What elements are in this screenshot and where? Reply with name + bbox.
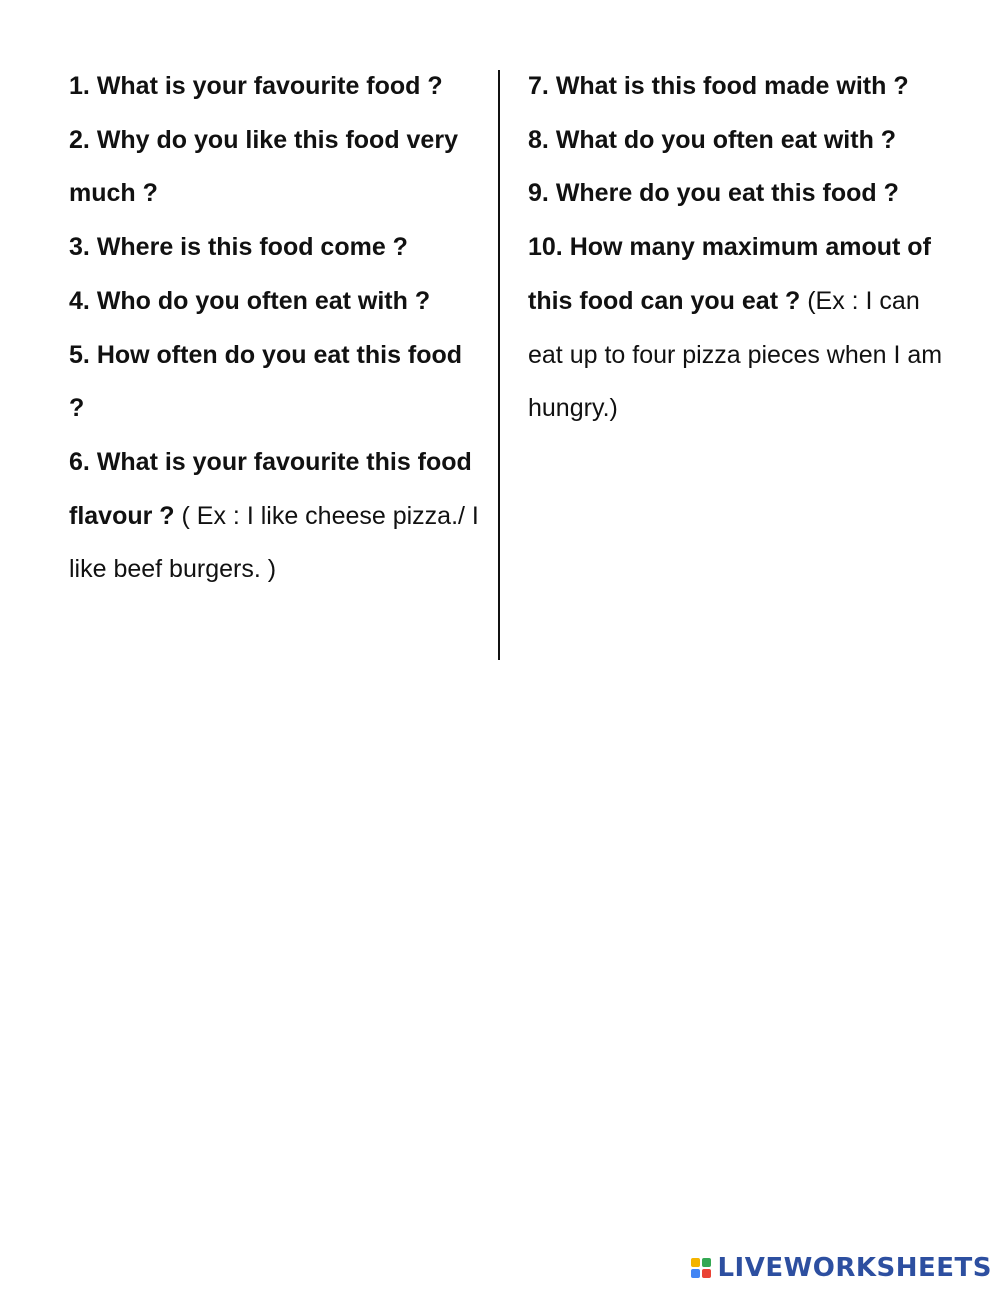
logo-square-green — [702, 1258, 711, 1267]
question-number: 7. — [528, 72, 549, 100]
question-number: 10. — [528, 233, 563, 262]
question-number: 1. — [69, 72, 90, 100]
question-text: What is your favourite this food flavour ? — [69, 447, 472, 530]
question-number: 8. — [528, 125, 549, 154]
logo-square-red — [702, 1269, 711, 1278]
question-number: 3. — [69, 233, 90, 262]
left-question-column — [69, 60, 484, 597]
question-item — [528, 221, 948, 436]
question-item — [69, 329, 484, 436]
question-item — [69, 60, 484, 114]
question-number: 9. — [528, 179, 549, 208]
question-item — [69, 275, 484, 329]
question-text: Where is this food come ? — [96, 233, 408, 262]
question-number: 2. — [69, 125, 90, 154]
question-text: What is this food made with ? — [555, 72, 909, 100]
question-item — [69, 221, 484, 275]
liveworksheets-logo[interactable] — [691, 1253, 992, 1283]
question-text: Why do you like this food very much ? — [69, 125, 458, 208]
logo-square-blue — [691, 1269, 700, 1278]
question-text: Who do you often eat with ? — [96, 286, 431, 315]
question-text: How many maximum amout of this food can you eat ? — [528, 233, 931, 315]
question-text: What do you often eat with ? — [555, 125, 897, 154]
logo-text: LIVEWORKSHEETS — [717, 1253, 992, 1283]
liveworksheets-logo-icon — [691, 1258, 711, 1278]
question-number: 4. — [69, 286, 90, 315]
question-example: ( Ex : I like cheese pizza./ I like beef burgers. ) — [69, 501, 479, 584]
right-question-column — [528, 60, 948, 436]
question-number: 6. — [69, 447, 90, 476]
question-text: How often do you eat this food ? — [69, 340, 463, 423]
question-example: (Ex : I can eat up to four pizza pieces when I am hungry.) — [528, 286, 943, 423]
question-text: Where do you eat this food ? — [555, 179, 899, 208]
column-divider — [498, 70, 500, 660]
question-item — [69, 114, 484, 221]
question-item — [528, 114, 948, 168]
question-item — [528, 167, 948, 221]
question-item — [528, 60, 948, 114]
question-item — [69, 436, 484, 597]
logo-square-yellow — [691, 1258, 700, 1267]
question-number: 5. — [69, 340, 90, 369]
question-text: What is your favourite food ? — [96, 72, 443, 100]
